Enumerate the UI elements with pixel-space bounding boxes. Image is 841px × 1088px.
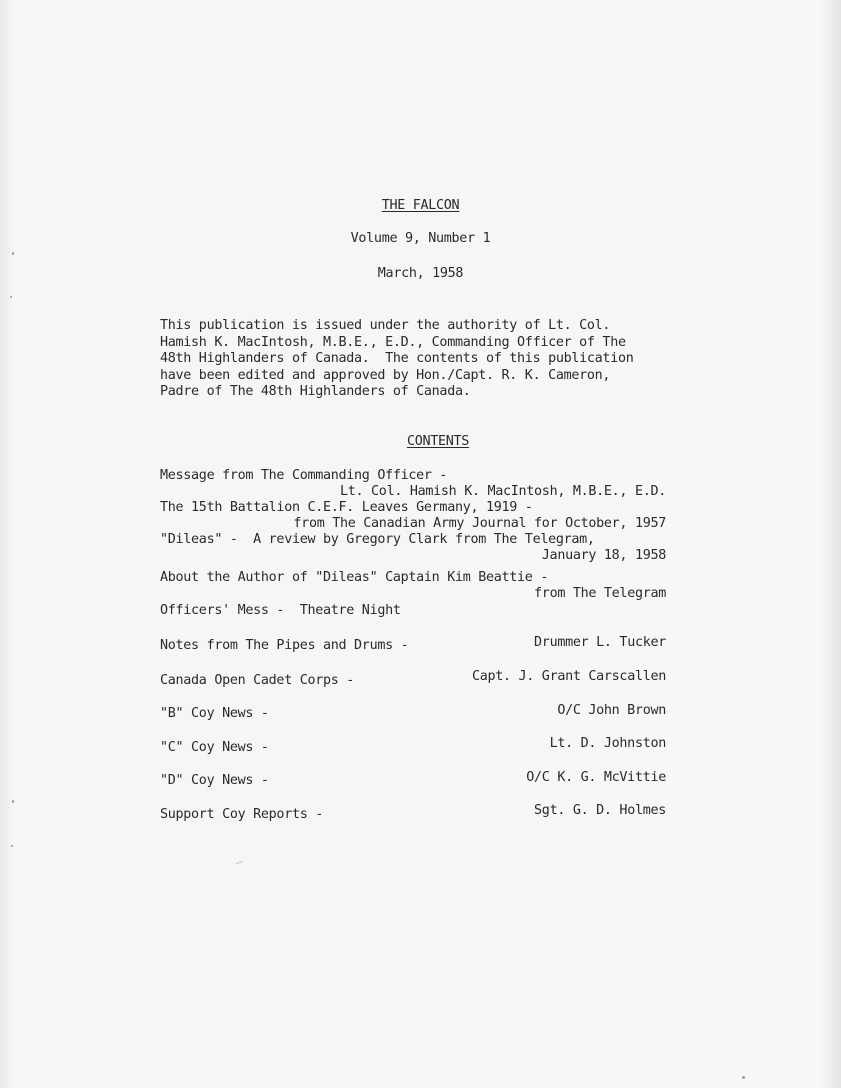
contents-heading: CONTENTS bbox=[406, 434, 470, 449]
contents-entry-author: from The Telegram bbox=[534, 586, 666, 601]
contents-entry-author: Drummer L. Tucker bbox=[534, 635, 666, 650]
volume-number: Volume 9, Number 1 bbox=[350, 231, 491, 246]
intro-line: 48th Highlanders of Canada. The contents of this publication bbox=[160, 351, 634, 367]
intro-line: Hamish K. MacIntosh, M.B.E., E.D., Commanding Officer of The bbox=[160, 334, 626, 350]
contents-entry-author: O/C John Brown bbox=[557, 703, 666, 718]
contents-entry-title: About the Author of "Dileas" Captain Kim Beattie - bbox=[160, 570, 549, 585]
contents-entry-author: Lt. Col. Hamish K. MacIntosh, M.B.E., E.D. bbox=[340, 484, 666, 499]
contents-entry-title: The 15th Battalion C.E.F. Leaves Germany, 1919 - bbox=[160, 500, 533, 515]
contents-entry-title: Support Coy Reports - bbox=[160, 807, 323, 822]
contents-entry-title: Notes from The Pipes and Drums - bbox=[160, 638, 409, 653]
scan-speck bbox=[12, 800, 14, 803]
contents-entry-title: Canada Open Cadet Corps - bbox=[160, 673, 355, 688]
contents-entry-author: from The Canadian Army Journal for October, 1957 bbox=[293, 516, 666, 531]
intro-line: This publication is issued under the authority of Lt. Col. bbox=[160, 318, 611, 333]
intro-line: Padre of The 48th Highlanders of Canada. bbox=[160, 384, 471, 400]
contents-entry-title: "Dileas" - A review by Gregory Clark from The Telegram, bbox=[160, 532, 595, 547]
contents-entry-title: "C" Coy News - bbox=[160, 740, 269, 755]
contents-entry-title: "D" Coy News - bbox=[160, 773, 269, 788]
intro-paragraph bbox=[160, 318, 690, 401]
scan-speck bbox=[12, 252, 14, 255]
intro-line: have been edited and approved by Hon./Capt. R. K. Cameron, bbox=[160, 367, 611, 383]
scan-speck bbox=[742, 1076, 745, 1079]
scan-speck bbox=[11, 845, 13, 847]
contents-entry-title: "B" Coy News - bbox=[160, 706, 269, 721]
scan-mark bbox=[236, 861, 243, 864]
publication-title: THE FALCON bbox=[381, 198, 460, 213]
contents-entry-author: O/C K. G. McVittie bbox=[526, 770, 666, 785]
contents-entry-title: Message from The Commanding Officer - bbox=[160, 468, 448, 483]
scan-speck bbox=[10, 296, 12, 298]
contents-entry-author: Sgt. G. D. Holmes bbox=[534, 803, 666, 818]
issue-date: March, 1958 bbox=[377, 266, 464, 281]
contents-entry-author: Capt. J. Grant Carscallen bbox=[471, 669, 666, 684]
contents-entry-author: January 18, 1958 bbox=[541, 548, 666, 563]
contents-entry-author: Lt. D. Johnston bbox=[549, 736, 666, 751]
contents-entry-title: Officers' Mess - Theatre Night bbox=[160, 603, 401, 618]
